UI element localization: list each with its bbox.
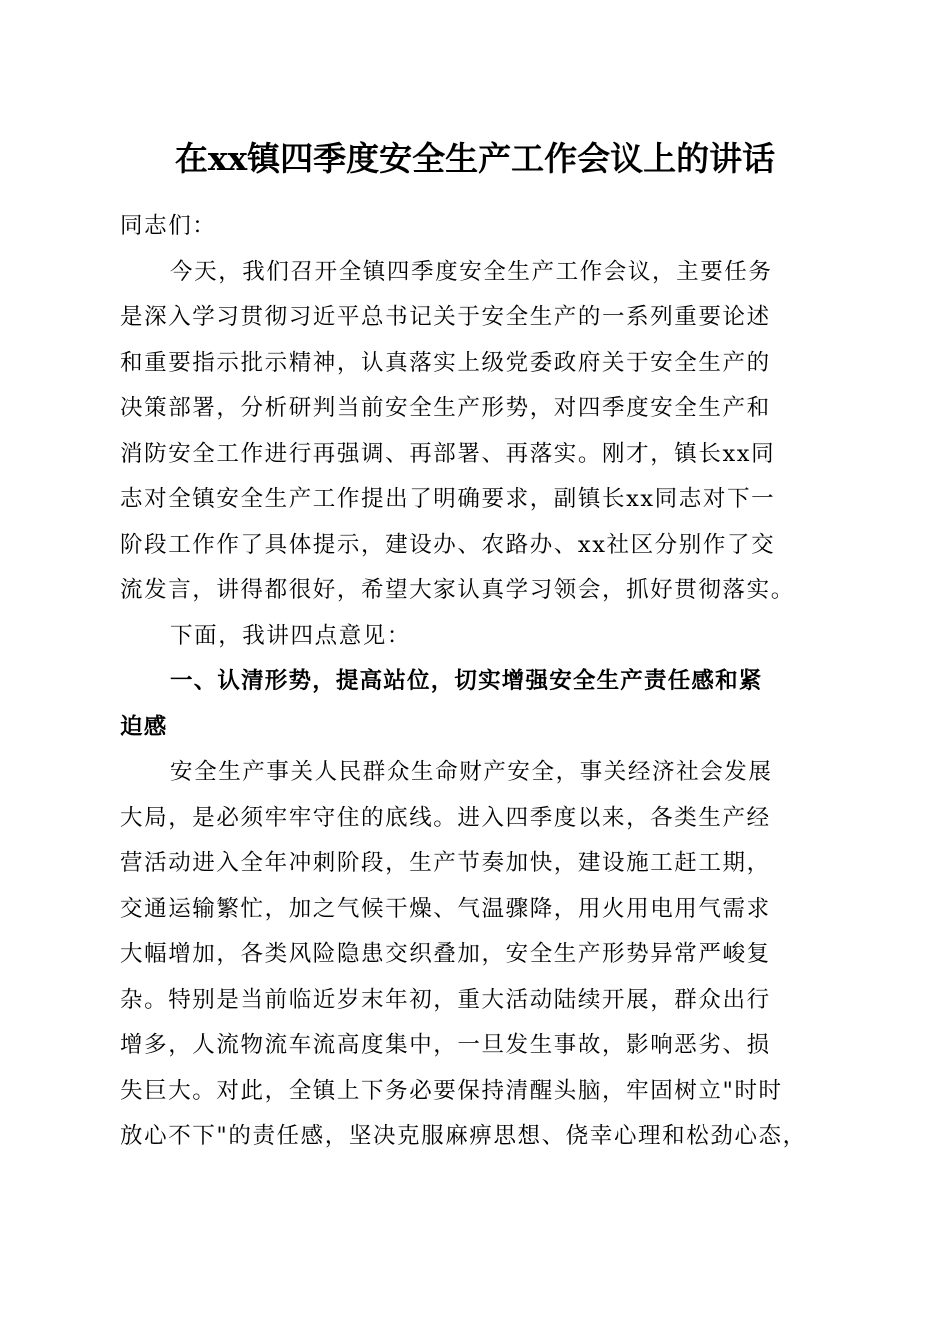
text-line: 交通运输繁忙，加之气候干燥、气温骤降，用火用电用气需求 [120, 895, 771, 922]
text-line: 和重要指示批示精神，认真落实上级党委政府关于安全生产的 [120, 349, 771, 376]
text-line: 大局，是必须牢牢守住的底线。进入四季度以来，各类生产经 [120, 804, 771, 831]
text-line: 增多，人流物流车流高度集中，一旦发生事故，影响恶劣、损 [120, 1032, 771, 1058]
text-line: 是深入学习贯彻习近平总书记关于安全生产的一系列重要论述 [120, 304, 771, 330]
text-line: 阶段工作作了具体提示，建设办、农路办、xx社区分别作了交 [120, 531, 776, 558]
text-line: 杂。特别是当前临近岁末年初，重大活动陆续开展，群众出行 [120, 986, 771, 1013]
text-line: 今天，我们召开全镇四季度安全生产工作会议，主要任务 [170, 258, 773, 285]
text-line: 放心不下"的责任感，坚决克服麻痹思想、侥幸心理和松劲心态， [120, 1123, 807, 1149]
text-line: 流发言，讲得都很好，希望大家认真学习领会，抓好贯彻落实。 [120, 577, 795, 603]
text-line: 营活动进入全年冲刺阶段，生产节奏加快，建设施工赶工期， [120, 850, 771, 876]
text-line: 志对全镇安全生产工作提出了明确要求，副镇长xx同志对下一 [120, 486, 776, 512]
text-line: 消防安全工作进行再强调、再部署、再落实。刚才，镇长xx同 [120, 440, 776, 467]
section-heading-line: 一、认清形势，提高站位，切实增强安全生产责任感和紧 [170, 668, 763, 694]
salutation: 同志们： [120, 213, 217, 239]
text-line: 决策部署，分析研判当前安全生产形势，对四季度安全生产和 [120, 395, 771, 421]
speech-body [120, 204, 830, 1160]
text-line: 安全生产事关人民群众生命财产安全，事关经济社会发展 [170, 759, 773, 785]
page-title: 在xx镇四季度安全生产工作会议上的讲话 [174, 139, 776, 178]
text-line: 下面，我讲四点意见： [170, 622, 412, 649]
section-heading-line: 迫感 [120, 713, 168, 740]
text-line: 大幅增加，各类风险隐患交织叠加，安全生产形势异常严峻复 [120, 941, 771, 967]
paragraph-lines [120, 250, 830, 1160]
text-line: 失巨大。对此，全镇上下务必要保持清醒头脑，牢固树立"时时 [120, 1077, 783, 1104]
